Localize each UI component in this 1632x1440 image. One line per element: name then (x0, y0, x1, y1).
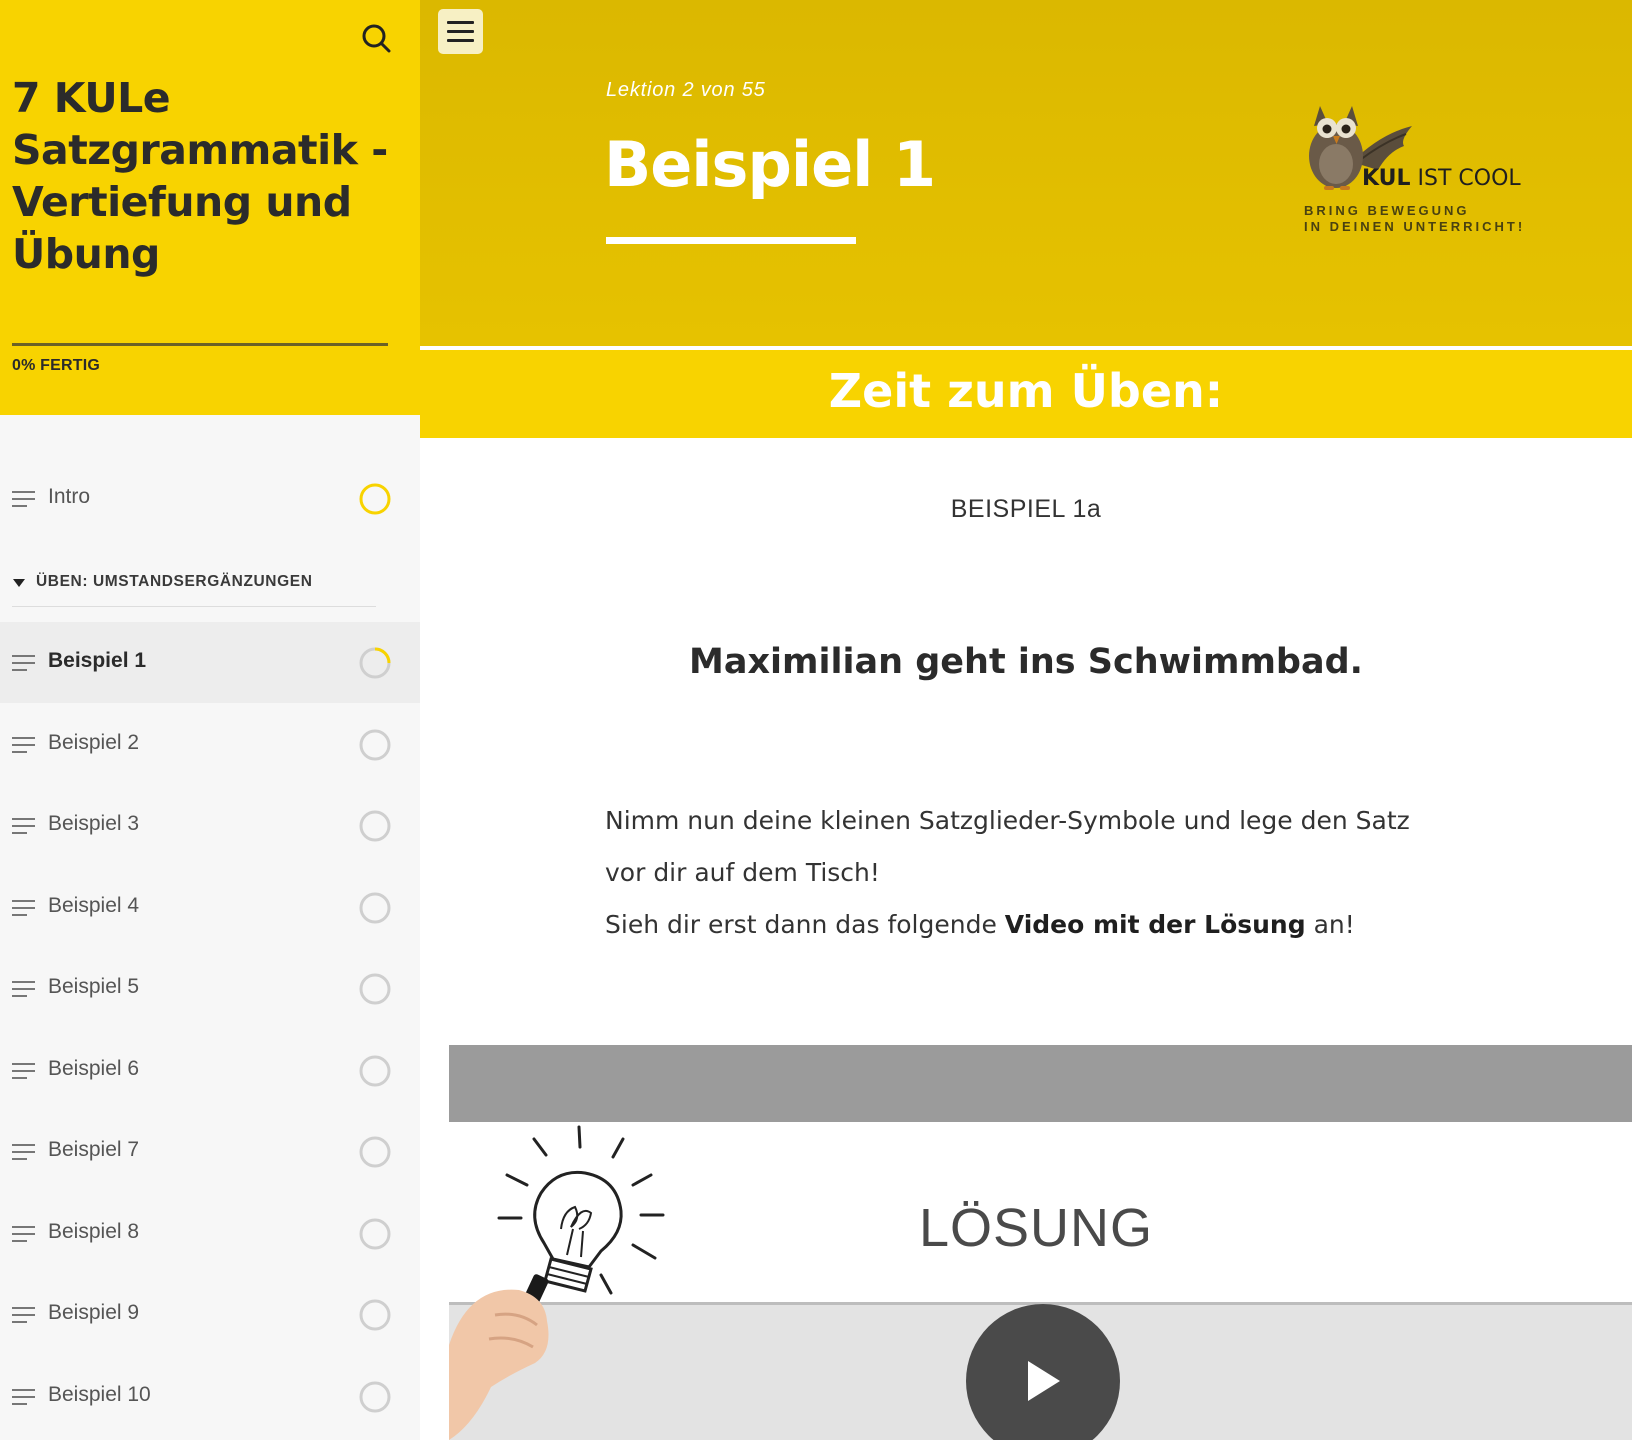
hamburger-menu-icon[interactable] (438, 9, 483, 54)
play-icon (1024, 1359, 1064, 1403)
example-sentence: Maximilian geht ins Schwimmbad. (689, 642, 1363, 682)
progress-ring-icon (358, 1217, 392, 1251)
sidebar-item-beispiel-2[interactable] (0, 704, 420, 785)
logo-brand: KUL IST COOL (1362, 166, 1521, 191)
title-underline (606, 237, 856, 244)
sidebar-item-label: Intro (48, 485, 91, 508)
progress-ring-icon (358, 482, 392, 516)
search-icon[interactable] (358, 20, 394, 56)
section-label: ÜBEN: UMSTANDSERGÄNZUNGEN (36, 573, 313, 590)
course-title[interactable]: 7 KULe Satzgrammatik - Vertiefung und Übung (12, 74, 388, 278)
sidebar-item-beispiel-5[interactable] (0, 948, 420, 1029)
lesson-title: Beispiel 1 (604, 128, 936, 201)
lines-icon (12, 1062, 36, 1080)
sidebar-item-intro[interactable] (0, 458, 420, 539)
progress-ring-icon (358, 891, 392, 925)
sidebar-item-beispiel-10[interactable] (0, 1356, 420, 1437)
video-top-bar (449, 1045, 1632, 1122)
instruction-line-1: Nimm nun deine kleinen Satzglieder-Symbole und lege den Satz (605, 806, 1410, 835)
sidebar-item-beispiel-3[interactable] (0, 785, 420, 866)
progress-ring-icon (358, 1380, 392, 1414)
progress-ring-icon (358, 1135, 392, 1169)
progress-ring-icon (358, 1298, 392, 1332)
instruction-line-2: vor dir auf dem Tisch! (605, 858, 880, 887)
progress-ring-icon (358, 1054, 392, 1088)
progress-ring-icon (358, 809, 392, 843)
logo-tagline: BRING BEWEGUNG IN DEINEN UNTERRICHT! (1304, 203, 1526, 234)
sidebar-item-label: Beispiel 7 (48, 1138, 140, 1161)
sidebar-item-beispiel-8[interactable] (0, 1193, 420, 1274)
lines-icon (12, 980, 36, 998)
lightbulb-icon (449, 1125, 689, 1440)
sidebar-item-label: Beispiel 4 (48, 894, 140, 917)
practice-banner (420, 350, 1632, 438)
sidebar-item-label: Beispiel 8 (48, 1220, 140, 1243)
lesson-counter: Lektion 2 von 55 (606, 79, 766, 101)
solution-video-player[interactable] (449, 1045, 1632, 1440)
caret-down-icon (13, 578, 25, 588)
lines-icon (12, 654, 36, 672)
video-title: LÖSUNG (919, 1198, 1154, 1258)
sidebar-item-label: Beispiel 1 (48, 649, 147, 672)
sidebar-header (0, 0, 420, 415)
lines-icon (12, 899, 36, 917)
sidebar-item-beispiel-9[interactable] (0, 1274, 420, 1355)
sidebar-item-beispiel-4[interactable] (0, 867, 420, 948)
course-progress-bar (12, 343, 388, 346)
lines-icon (12, 1306, 36, 1324)
lines-icon (12, 736, 36, 754)
lines-icon (12, 490, 36, 508)
sidebar-item-label: Beispiel 10 (48, 1383, 151, 1406)
section-header-umstandsergaenzungen[interactable] (0, 560, 420, 610)
section-divider (12, 606, 376, 607)
instruction-line-3: Sieh dir erst dann das folgende Video mit der Lösung an! (605, 910, 1355, 939)
progress-ring-icon (358, 728, 392, 762)
sidebar-item-beispiel-7[interactable] (0, 1111, 420, 1192)
play-button[interactable] (966, 1304, 1120, 1440)
course-progress-label: 0% FERTIG (12, 357, 101, 374)
sidebar-item-label: Beispiel 9 (48, 1301, 140, 1324)
sidebar-item-beispiel-1[interactable] (0, 622, 420, 703)
lines-icon (12, 817, 36, 835)
sidebar-item-label: Beispiel 5 (48, 975, 140, 998)
lines-icon (12, 1225, 36, 1243)
lesson-main (420, 0, 1632, 1440)
lines-icon (12, 1143, 36, 1161)
lesson-hero (420, 0, 1632, 346)
sidebar-item-label: Beispiel 2 (48, 731, 140, 754)
example-label: BEISPIEL 1a (950, 495, 1102, 523)
sidebar-item-beispiel-6[interactable] (0, 1030, 420, 1111)
sidebar-item-label: Beispiel 3 (48, 812, 140, 835)
sidebar-item-label: Beispiel 6 (48, 1057, 140, 1080)
course-sidebar (0, 0, 420, 1440)
progress-ring-icon (358, 972, 392, 1006)
instruction-emphasis: Video mit der Lösung (1004, 910, 1306, 939)
banner-title: Zeit zum Üben: (828, 364, 1224, 418)
lines-icon (12, 1388, 36, 1406)
progress-ring-icon (358, 646, 392, 680)
